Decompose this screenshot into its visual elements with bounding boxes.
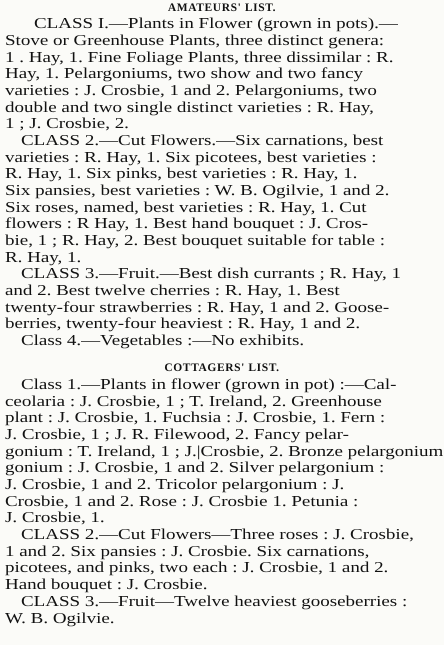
- text-line: bie, 1 ; R. Hay, 2. Best bouquet suitable for table :: [5, 233, 385, 249]
- text-line: J. Crosbie, 1.: [5, 510, 105, 526]
- text-line: J. Crosbie, 1 and 2. Tricolor pelargonium : J.: [5, 477, 345, 493]
- text-line: Six roses, named, best varieties : R. Hay, 1. Cut: [5, 200, 367, 216]
- text-line: berries, twenty-four heaviest : R. Hay, 1 and 2.: [5, 316, 361, 332]
- text-line: varieties : J. Crosbie, 1 and 2. Pelargoniums, two: [5, 83, 377, 99]
- text-line: R. Hay, 1. Six pinks, best varieties : R. Hay, 1.: [5, 166, 358, 182]
- text-line: Class 1.—Plants in flower (grown in pot) :—Cal-: [21, 377, 397, 393]
- text-line: and 2. Best twelve cherries : R. Hay, 1. Best: [5, 283, 340, 299]
- text-line: picotees, and pinks, two each : J. Crosbie, 1 and 2.: [5, 560, 389, 576]
- text-line: varieties : R. Hay, 1. Six picotees, best varieties :: [5, 150, 377, 166]
- text-line: Hay, 1. Pelargoniums, two show and two fancy: [5, 66, 364, 82]
- text-line: W. B. Ogilvie.: [5, 611, 115, 627]
- text-line: twenty-four strawberries : R. Hay, 1 and 2. Goose-: [5, 300, 390, 316]
- text-line: J. Crosbie, 1 ; J. R. Filewood, 2. Fancy pelar-: [5, 427, 349, 443]
- text-line: 1 ; J. Crosbie, 2.: [5, 116, 129, 132]
- text-line: CLASS 3.—Fruit—Twelve heaviest gooseberries :: [21, 594, 408, 610]
- text-line: gonium : J. Crosbie, 1 and 2. Silver pelargonium :: [5, 460, 385, 476]
- text-line: gonium : T. Ireland, 1 ; J.|Crosbie, 2. Bronze pelargonium: [5, 444, 444, 460]
- text-line: Six pansies, best varieties : W. B. Ogilvie, 1 and 2.: [5, 183, 390, 199]
- text-line: Hand bouquet : J. Crosbie.: [5, 577, 208, 593]
- cottagers-list-heading: COTTAGERS' LIST.: [164, 362, 280, 374]
- text-line: CLASS 3.—Fruit.—Best dish currants ; R. Hay, 1: [21, 266, 402, 282]
- text-line: Stove or Greenhouse Plants, three distinct genera:: [5, 33, 385, 49]
- text-line: CLASS 2.—Cut Flowers.—Six carnations, best: [21, 133, 384, 149]
- amateurs-list-heading: AMATEURS' LIST.: [167, 2, 277, 14]
- text-line: Crosbie, 1 and 2. Rose : J. Crosbie 1. Petunia :: [5, 494, 359, 510]
- text-line: flowers : R Hay, 1. Best hand bouquet : J. Cros-: [5, 216, 369, 232]
- text-line: double and two single distinct varieties : R. Hay,: [5, 100, 374, 116]
- text-line: R. Hay, 1.: [5, 250, 82, 266]
- text-line: CLASS 2.—Cut Flowers—Three roses : J. Crosbie,: [21, 527, 414, 543]
- text-line: ceolaria : J. Crosbie, 1 ; T. Ireland, 2. Greenhouse: [5, 394, 382, 410]
- text-line: 1 and 2. Six pansies : J. Crosbie. Six carnations,: [5, 544, 370, 560]
- text-line: Class 4.—Vegetables :—No exhibits.: [21, 333, 305, 349]
- text-line: 1 . Hay, 1. Fine Foliage Plants, three dissimilar : R.: [5, 50, 394, 66]
- text-line: plant : J. Crosbie, 1. Fuchsia : J. Crosbie, 1. Fern :: [5, 410, 386, 426]
- text-line: CLASS I.—Plants in Flower (grown in pots).—: [34, 16, 398, 32]
